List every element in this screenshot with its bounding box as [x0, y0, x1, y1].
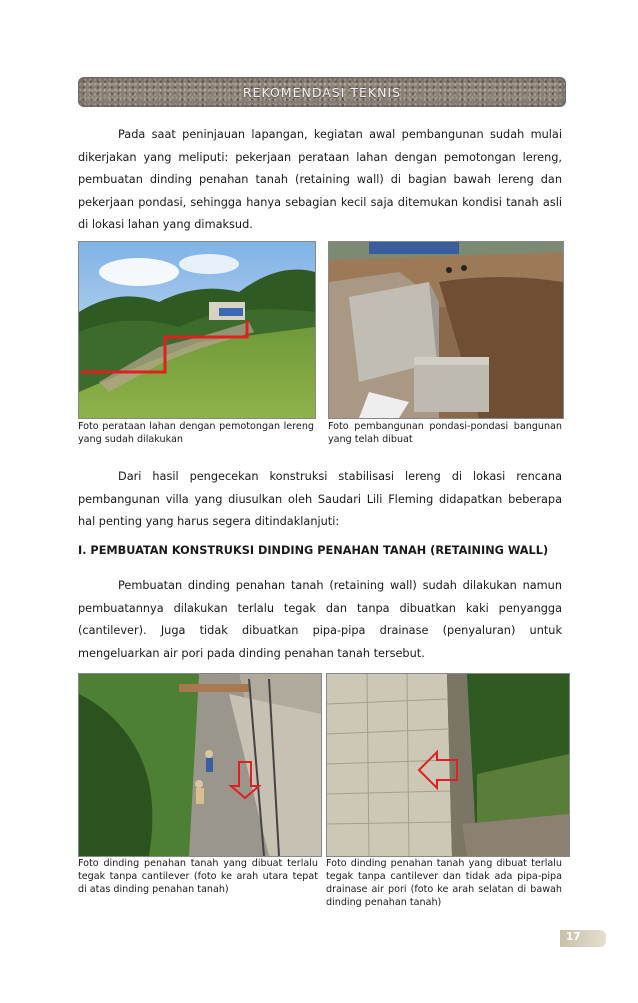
page-number-tab	[560, 930, 606, 947]
photo-foundations	[328, 241, 564, 419]
section-heading: I. PEMBUATAN KONSTRUKSI DINDING PENAHAN TANAH (RETAINING WALL)	[78, 544, 549, 557]
caption-foundations: Foto pembangunan pondasi-pondasi bangunan yang telah dibuat	[328, 421, 562, 445]
caption-wall-north: Foto dinding penahan tanah yang dibuat terlalu tegak tanpa cantilever (foto ke arah utara tepat di atas dinding penahan tanah)	[78, 858, 318, 895]
photo-slope-cutting	[78, 241, 316, 419]
findings-paragraph: Dari hasil pengecekan konstruksi stabilisasi lereng di lokasi rencana pembangunan villa yang diusulkan oleh Saudari Lili Fleming didapatkan beberapa hal penting yang harus segera ditindaklanjuti:	[78, 470, 562, 529]
slope-cutting-image	[79, 242, 315, 418]
photo-wall-south	[326, 673, 570, 857]
foundations-image	[329, 242, 563, 418]
caption-wall-south: Foto dinding penahan tanah yang dibuat terlalu tegak tanpa cantilever dan tidak ada pipa-pipa drainase air pori (foto ke arah selatan di bawah dinding penahan tanah)	[326, 858, 562, 908]
wall-south-image	[327, 674, 569, 856]
photo-wall-north	[78, 673, 322, 857]
wall-north-image	[79, 674, 321, 856]
section-banner	[78, 77, 566, 107]
caption-slope-cutting: Foto perataan lahan dengan pemotongan lereng yang sudah dilakukan	[78, 421, 314, 445]
retaining-wall-paragraph: Pembuatan dinding penahan tanah (retaining wall) sudah dilakukan namun pembuatannya dilakukan terlalu tegak dan tanpa dibuatkan kaki penyangga (cantilever). Juga tidak dibuatkan pipa-pipa drainase (penyaluran) untuk mengeluarkan air pori pada dinding penahan tanah tersebut.	[78, 579, 562, 660]
banner-title: REKOMENDASI TEKNIS	[242, 84, 402, 100]
intro-paragraph: Pada saat peninjauan lapangan, kegiatan awal pembangunan sudah mulai dikerjakan yang meliputi: pekerjaan perataan lahan dengan pemotongan lereng, pembuatan dinding penahan tanah (retaining wall) di bagian bawah lereng dan pekerjaan pondasi, sehingga hanya sebagian kecil saja ditemukan kondisi tanah asli di lokasi lahan yang dimaksud.	[78, 128, 562, 232]
page-number: 17	[566, 931, 581, 943]
